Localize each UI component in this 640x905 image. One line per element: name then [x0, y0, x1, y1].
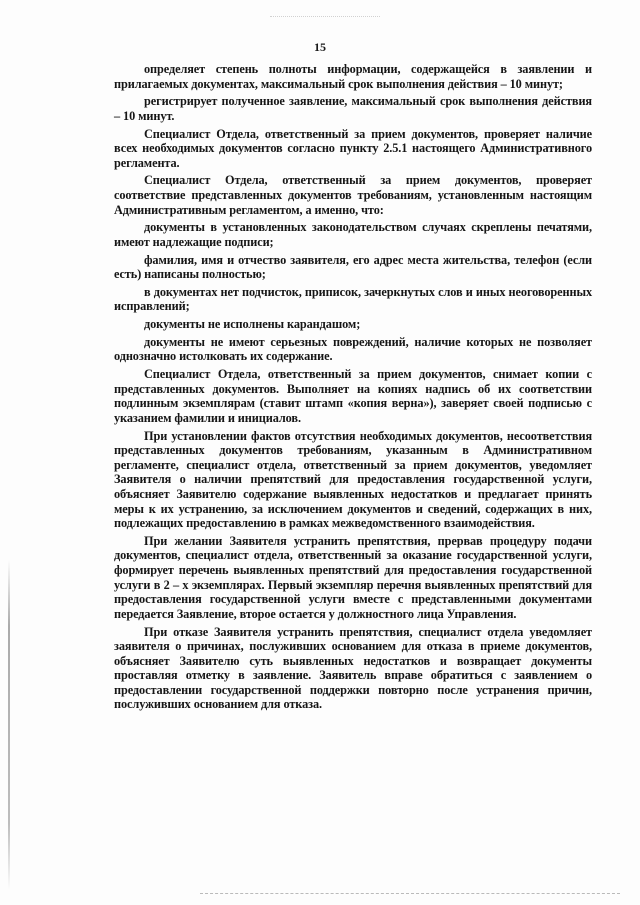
paragraph: Специалист Отдела, ответственный за прием документов, снимает копии с представленных документов. Выполняет на копиях надпись об их соответствии подлинным экземплярам (ставит штамп «копия верна»), заверяет своей подписью с указанием фамилии и инициалов. — [114, 367, 592, 425]
paragraph: регистрирует полученное заявление, максимальный срок выполнения действия – 10 минут. — [114, 94, 592, 123]
paragraph: Специалист Отдела, ответственный за прием документов, проверяет соответствие представленных документов требованиям, установленным настоящим Административным регламентом, а именно, что: — [114, 173, 592, 217]
paragraph: в документах нет подчисток, приписок, зачеркнутых слов и иных неоговоренных исправлений; — [114, 284, 592, 314]
scan-edge-artifact — [8, 560, 10, 890]
scan-artifact-top — [270, 16, 380, 18]
scan-artifact-bottom — [200, 893, 620, 895]
paragraph: Специалист Отдела, ответственный за прием документов, проверяет наличие всех необходимых документов согласно пункту 2.5.1 настоящего Административного регламента. — [114, 126, 592, 170]
paragraph: документы в установленных законодательством случаях скреплены печатями, имеют надлежащие подписи; — [114, 220, 592, 249]
paragraph: документы не исполнены карандашом; — [144, 317, 361, 332]
paragraph: При отказе Заявителя устранить препятствия, специалист отдела уведомляет заявителя о причинах, послуживших основанием для отказа в приеме документов, объясняет Заявителю суть выявленных недостатков и возвращает документы проставляя отметку в заявление. Заявитель вправе обратиться с заявлением о предоставлении государственной поддержки повторно после устранения причин, послуживших основанием для отказа. — [114, 624, 592, 712]
paragraph: определяет степень полноты информации, содержащейся в заявлении и прилагаемых документах, максимальный срок выполнения действия – 10 минут; — [114, 62, 592, 91]
paragraph: При желании Заявителя устранить препятствия, прервав процедуру подачи документов, специалист отдела, ответственный за оказание государственной услуги, формирует перечень выявленных препятствий для предоставления государственной услуги в 2 – х экземплярах. Первый экземпляр перечня выявленных препятствий для предоставления государственной услуги вместе с представленными документами передается Заявление, второе остается у должностного лица Управления. — [114, 533, 592, 621]
paragraph: фамилия, имя и отчество заявителя, его адрес места жительства, телефон (если есть) написаны полностью; — [114, 252, 592, 282]
paragraph: При установлении фактов отсутствия необходимых документов, несоответствия представленных документов требованиям, указанным в Административном регламенте, специалист отдела, ответственный за прием документов, уведомляет Заявителя о наличии препятствий для предоставления государственной услуги, объясняет Заявителю содержание выявленных недостатков и предлагает принять меры к их устранению, за исключением документов и сведений, содержащих в них, подлежащих предоставлению в рамках межведомственного взаимодействия. — [114, 428, 592, 531]
page-number: 15 — [314, 40, 326, 54]
paragraph: документы не имеют серьезных повреждений, наличие которых не позволяет однозначно истолковать их содержание. — [114, 334, 592, 364]
document-body — [114, 62, 592, 715]
